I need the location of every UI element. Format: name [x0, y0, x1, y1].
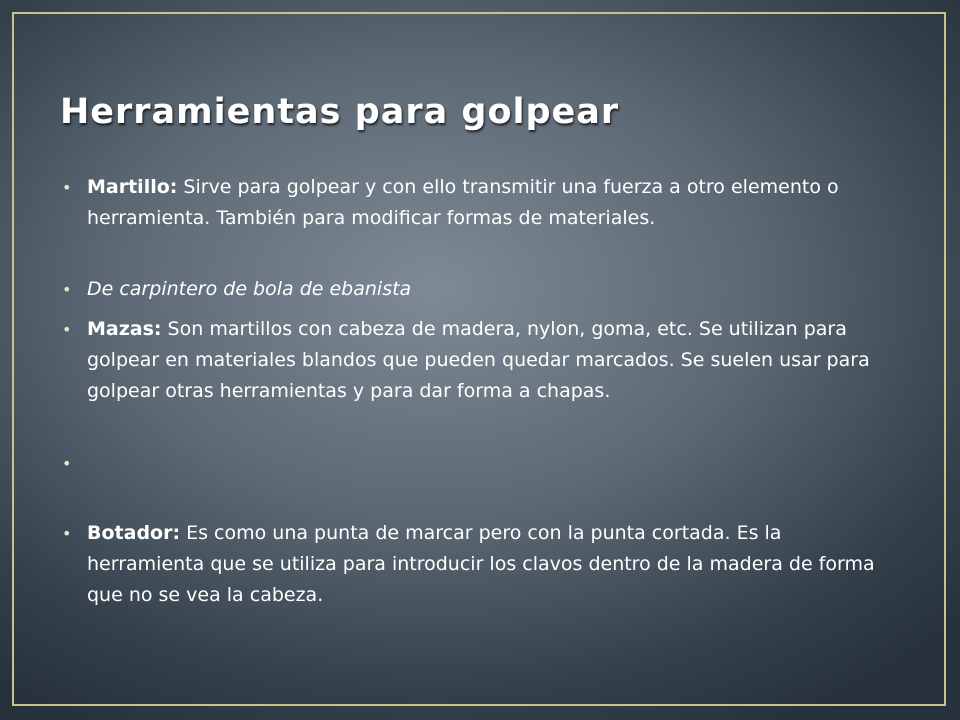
bullet-text [87, 172, 902, 234]
bullet-icon: • [62, 320, 72, 339]
bullet-icon: • [62, 178, 72, 197]
bullet-text [87, 314, 902, 407]
bullet-item-botador [62, 518, 902, 611]
bullet-label: Mazas: [87, 318, 162, 340]
bullet-item-carpintero [62, 274, 902, 305]
bullet-icon: • [62, 454, 72, 473]
bullet-item-mazas [62, 314, 902, 407]
bullet-icon: • [62, 280, 72, 299]
bullet-body: Son martillos con cabeza de madera, nylon, goma, etc. Se utilizan para golpear en materiales blandos que pueden quedar marcados. Se suelen usar para golpear otras herramientas y para dar forma a chapas. [87, 318, 870, 402]
bullet-label: Martillo: [87, 176, 178, 198]
bullet-item-martillo [62, 172, 902, 234]
slide-title: Herramientas para golpear [60, 92, 620, 132]
bullet-icon: • [62, 524, 72, 543]
bullet-text: De carpintero de bola de ebanista [87, 278, 412, 300]
bullet-text [87, 518, 902, 611]
bullet-body: Sirve para golpear y con ello transmitir una fuerza a otro elemento o herramienta. También para modificar formas de materiales. [87, 176, 839, 229]
bullet-label: Botador: [87, 522, 181, 544]
bullet-body: Es como una punta de marcar pero con la punta cortada. Es la herramienta que se utiliza para introducir los clavos dentro de la madera de forma que no se vea la cabeza. [87, 522, 875, 606]
